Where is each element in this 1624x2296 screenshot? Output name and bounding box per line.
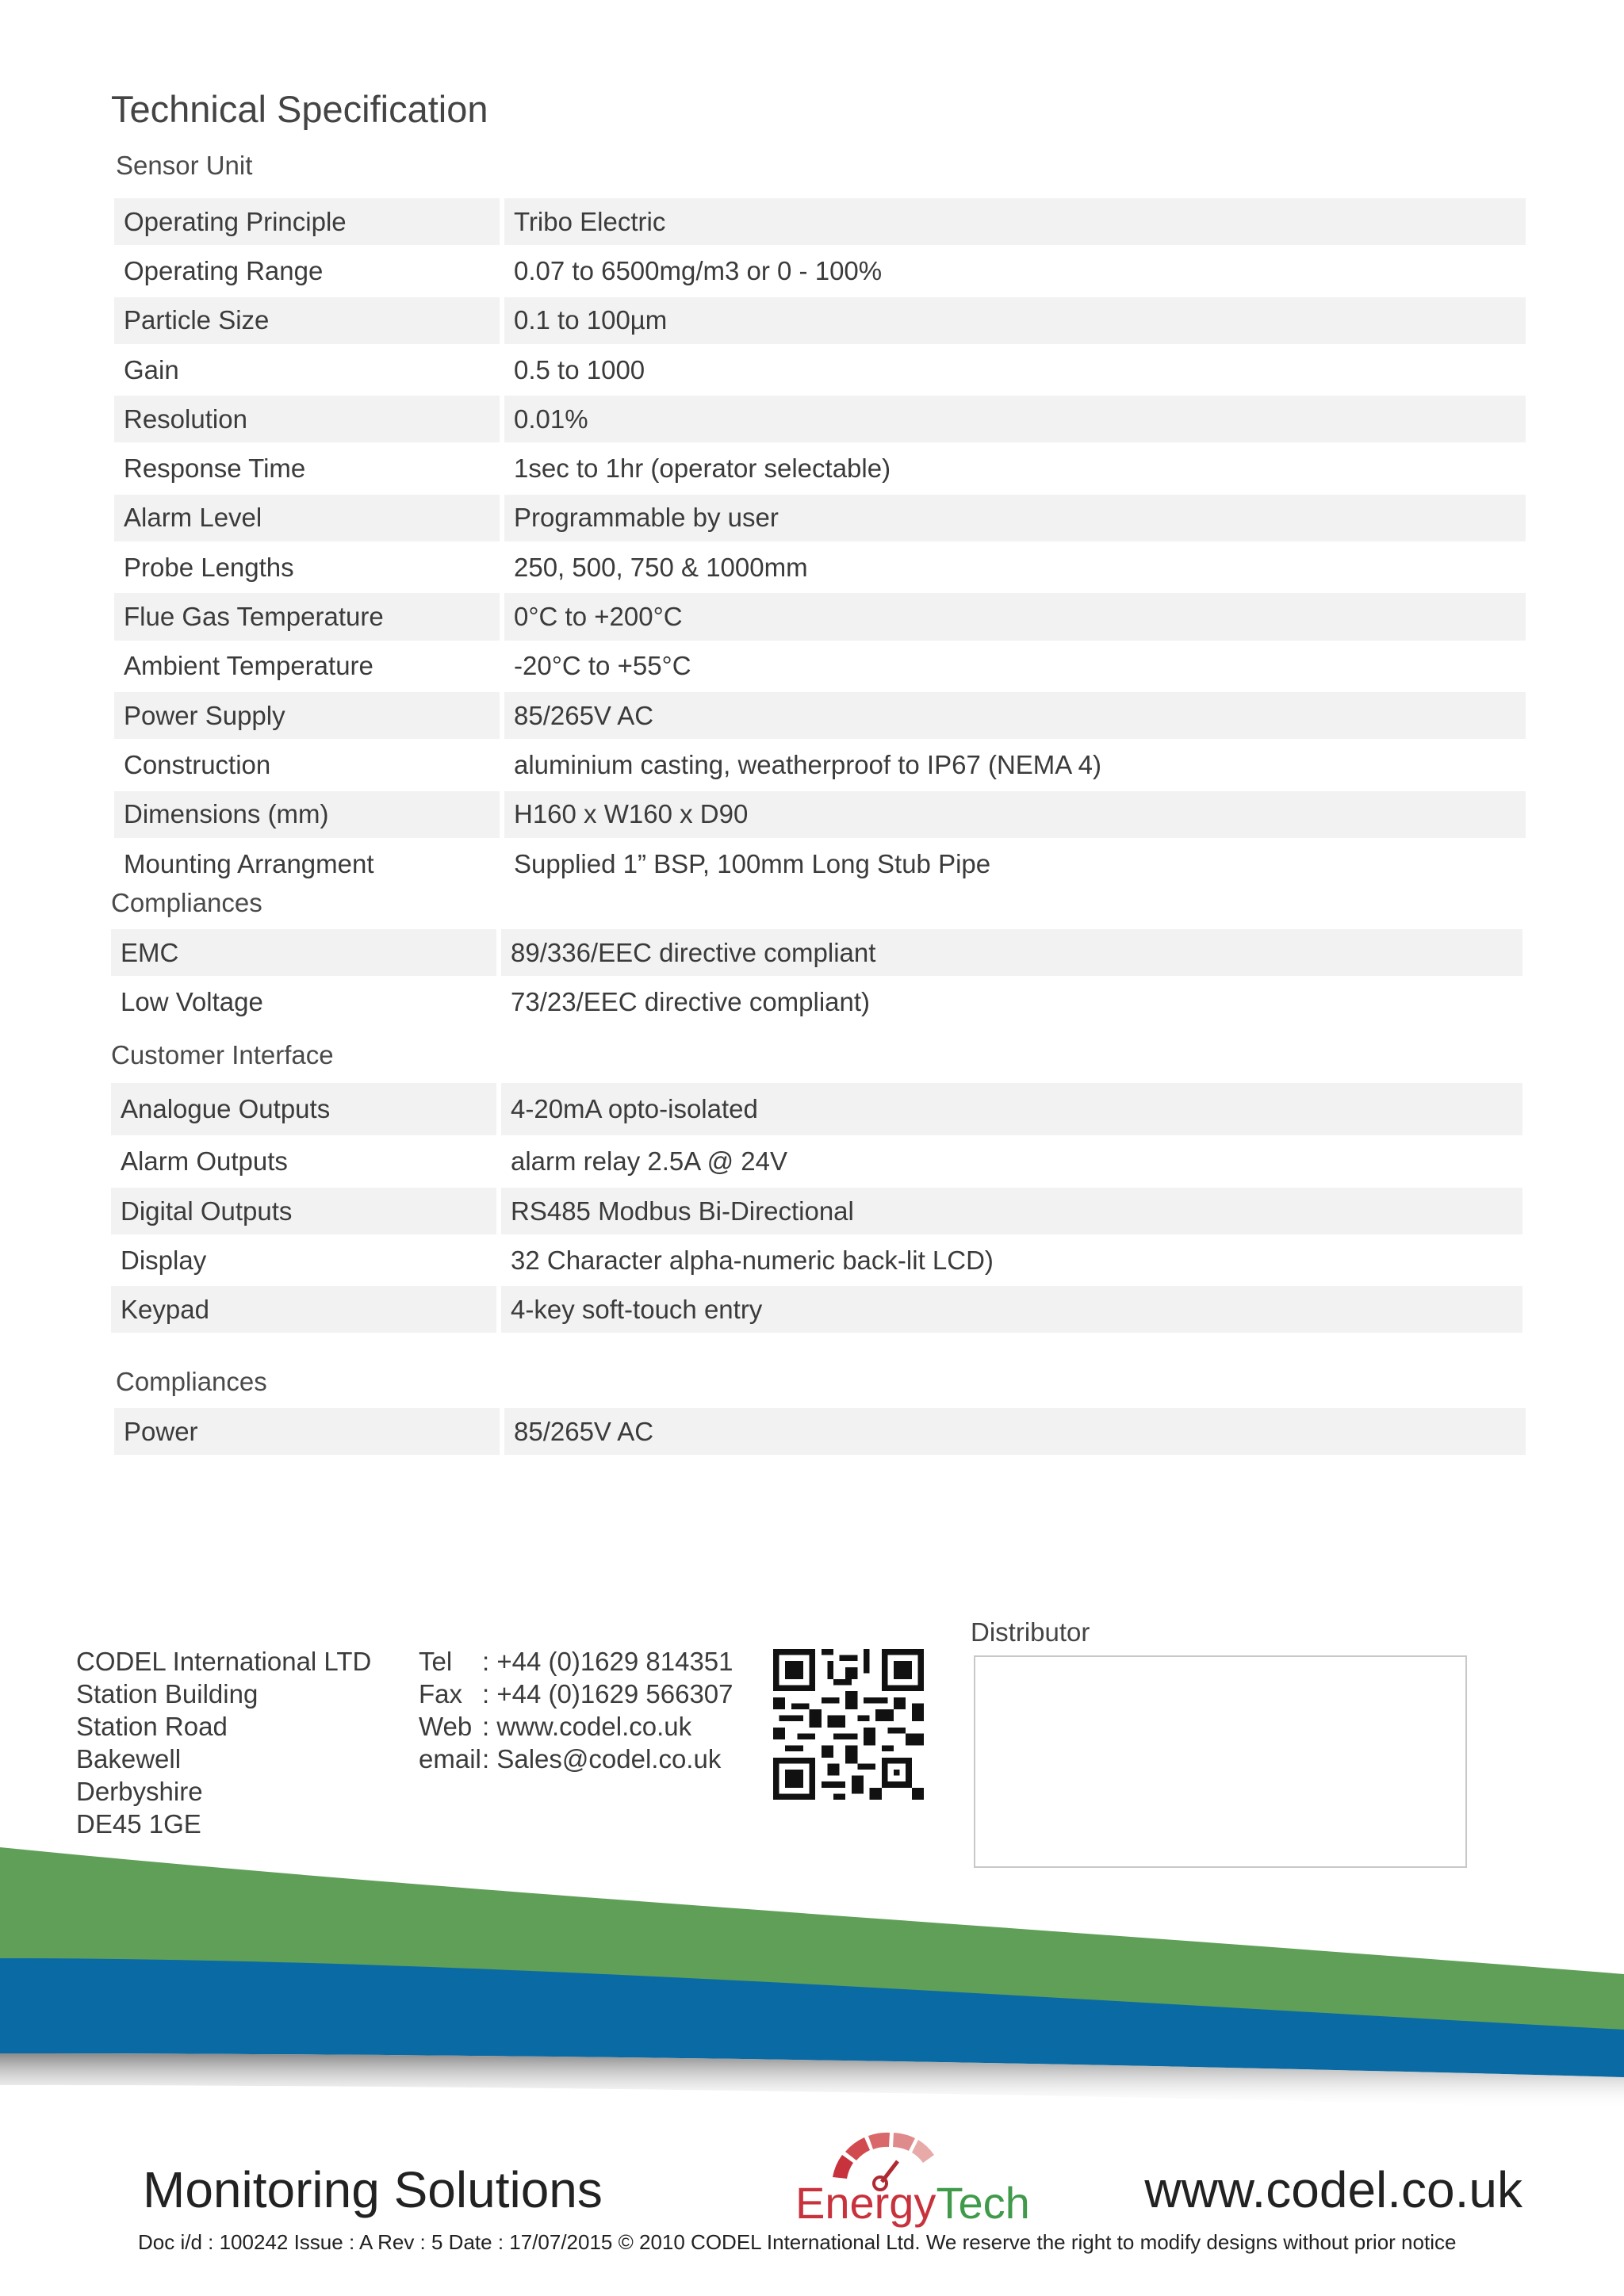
table-row	[114, 840, 1526, 890]
contact-value: : +44 (0)1629 814351	[482, 1647, 733, 1676]
contact-row	[419, 1710, 733, 1743]
contact-value: : Sales@codel.co.uk	[482, 1744, 722, 1774]
contact-row	[419, 1678, 733, 1710]
footer-wave-graphic	[0, 1839, 1624, 2141]
table-row	[114, 297, 1526, 346]
energytech-logo-text	[795, 2177, 1030, 2229]
spec-label: Resolution	[114, 396, 504, 442]
spec-label: Alarm Outputs	[111, 1138, 501, 1185]
table-row	[114, 692, 1526, 741]
spec-label: Particle Size	[114, 297, 504, 344]
table-row	[114, 346, 1526, 396]
spec-value: -20°C to +55°C	[504, 643, 1526, 690]
table-row	[114, 396, 1526, 445]
table-row	[111, 978, 1522, 1027]
spec-label: Gain	[114, 346, 504, 393]
address-line: CODEL International LTD	[76, 1647, 372, 1676]
section-label-customer-interface: Customer Interface	[111, 1040, 334, 1070]
spec-label: Display	[111, 1237, 501, 1284]
spec-value: 89/336/EEC directive compliant	[501, 929, 1522, 976]
spec-label: Operating Principle	[114, 198, 504, 245]
contact-row	[419, 1743, 733, 1775]
spec-label: Ambient Temperature	[114, 643, 504, 690]
spec-value: 0.1 to 100µm	[504, 297, 1526, 344]
address-line: Bakewell	[76, 1744, 182, 1774]
spec-label: Operating Range	[114, 247, 504, 294]
spec-label: Response Time	[114, 445, 504, 492]
section-label-compliances: Compliances	[111, 888, 262, 917]
sensor-spec-table	[114, 198, 1526, 890]
distributor-label: Distributor	[971, 1617, 1090, 1647]
spec-value: 73/23/EEC directive compliant)	[501, 978, 1522, 1025]
spec-value: 4-20mA opto-isolated	[501, 1083, 1522, 1135]
spec-label: Power	[114, 1408, 504, 1455]
footer-tagline: Monitoring Solutions	[143, 2161, 603, 2218]
contact-value: : +44 (0)1629 566307	[482, 1679, 733, 1709]
power-compliance-table	[114, 1408, 1526, 1457]
address-line: DE45 1GE	[76, 1809, 201, 1839]
contact-row	[419, 1645, 733, 1678]
section-label-sensor-unit: Sensor Unit	[116, 151, 253, 180]
footer-website: www.codel.co.uk	[1144, 2161, 1522, 2218]
spec-value: 1sec to 1hr (operator selectable)	[504, 445, 1526, 492]
table-row	[114, 445, 1526, 494]
table-row	[114, 593, 1526, 642]
spec-value: RS485 Modbus Bi-Directional	[501, 1188, 1522, 1234]
spec-value: 85/265V AC	[504, 692, 1526, 739]
spec-value: 0.07 to 6500mg/m3 or 0 - 100%	[504, 247, 1526, 294]
company-address	[76, 1645, 371, 1840]
table-row	[114, 1408, 1526, 1457]
spec-value: 0.01%	[504, 396, 1526, 442]
table-row	[114, 247, 1526, 297]
contact-label: email	[419, 1744, 481, 1774]
table-row	[114, 544, 1526, 593]
spec-value: alarm relay 2.5A @ 24V	[501, 1138, 1522, 1185]
contact-value: : www.codel.co.uk	[482, 1712, 692, 1741]
table-row	[114, 643, 1526, 692]
spec-value: H160 x W160 x D90	[504, 791, 1526, 838]
spec-label: Probe Lengths	[114, 544, 504, 591]
table-row	[111, 929, 1522, 978]
distributor-box	[974, 1655, 1467, 1868]
table-row	[111, 1083, 1522, 1138]
customer-interface-table	[111, 1083, 1522, 1335]
spec-value: 32 Character alpha-numeric back-lit LCD)	[501, 1237, 1522, 1284]
spec-label: Alarm Level	[114, 495, 504, 541]
spec-label: Analogue Outputs	[111, 1083, 501, 1135]
compliances-table	[111, 929, 1522, 1027]
table-row	[111, 1138, 1522, 1188]
spec-value: Supplied 1” BSP, 100mm Long Stub Pipe	[504, 840, 1526, 887]
qr-code-icon	[773, 1649, 924, 1800]
address-line: Derbyshire	[76, 1777, 203, 1806]
logo-word-tech: Tech	[936, 2178, 1030, 2228]
spec-label: EMC	[111, 929, 501, 976]
spec-value: 85/265V AC	[504, 1408, 1526, 1455]
spec-value: 4-key soft-touch entry	[501, 1286, 1522, 1333]
spec-label: Keypad	[111, 1286, 501, 1333]
table-row	[111, 1188, 1522, 1237]
table-row	[114, 198, 1526, 247]
contact-details	[419, 1645, 733, 1775]
address-line: Station Road	[76, 1712, 228, 1741]
contact-label: Tel	[419, 1647, 453, 1676]
spec-label: Power Supply	[114, 692, 504, 739]
spec-label: Flue Gas Temperature	[114, 593, 504, 640]
spec-value: 0°C to +200°C	[504, 593, 1526, 640]
document-info-line: Doc i/d : 100242 Issue : A Rev : 5 Date : 17/07/2015 © 2010 CODEL International Ltd. We reserve the right to modify designs without prior notice	[138, 2230, 1457, 2254]
spec-label: Mounting Arrangment	[114, 840, 504, 887]
spec-label: Low Voltage	[111, 978, 501, 1025]
spec-label: Dimensions (mm)	[114, 791, 504, 838]
page-title: Technical Specification	[111, 88, 488, 130]
contact-label: Web	[419, 1712, 473, 1741]
spec-value: Tribo Electric	[504, 198, 1526, 245]
contact-label: Fax	[419, 1679, 463, 1709]
spec-value: Programmable by user	[504, 495, 1526, 541]
spec-value: 0.5 to 1000	[504, 346, 1526, 393]
logo-word-energy: Energy	[795, 2178, 936, 2228]
address-line: Station Building	[76, 1679, 259, 1709]
table-row	[111, 1286, 1522, 1335]
section-label-compliances-power: Compliances	[116, 1367, 267, 1396]
table-row	[114, 791, 1526, 840]
spec-value: 250, 500, 750 & 1000mm	[504, 544, 1526, 591]
spec-label: Digital Outputs	[111, 1188, 501, 1234]
spec-label: Construction	[114, 741, 504, 788]
table-row	[114, 495, 1526, 544]
table-row	[114, 741, 1526, 790]
spec-value: aluminium casting, weatherproof to IP67 (NEMA 4)	[504, 741, 1526, 788]
table-row	[111, 1237, 1522, 1286]
